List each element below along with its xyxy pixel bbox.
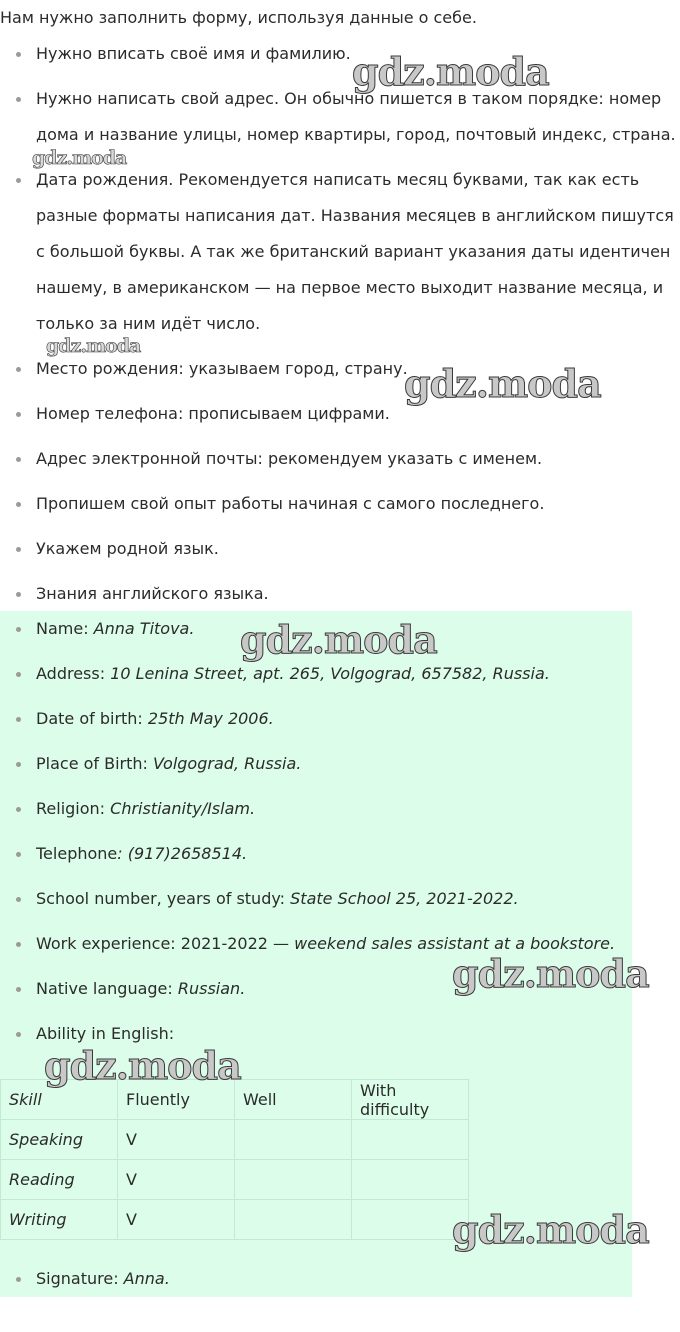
form-item-telephone bbox=[36, 836, 680, 872]
table-header-row bbox=[1, 1080, 469, 1120]
table-cell bbox=[352, 1120, 469, 1160]
table-header-cell: Skill bbox=[1, 1080, 118, 1120]
form-label: Work experience: 2021-2022 — bbox=[36, 934, 295, 953]
instruction-item: Номер телефона: прописываем цифрами. bbox=[36, 396, 680, 432]
instruction-item: Укажем родной язык. bbox=[36, 531, 680, 567]
watermark-logo: gdz.moda bbox=[46, 335, 141, 357]
watermark-logo: gdz.moda bbox=[240, 617, 437, 662]
instruction-item: Нужно вписать своё имя и фамилию. bbox=[36, 36, 680, 72]
form-label: Date of birth: bbox=[36, 709, 143, 728]
form-value: Anna Titova. bbox=[88, 619, 195, 638]
form-item-religion bbox=[36, 791, 680, 827]
form-value: : (917)2658514. bbox=[117, 844, 248, 863]
watermark-logo: gdz.moda bbox=[404, 361, 601, 406]
table-cell bbox=[235, 1200, 352, 1240]
table-header-cell: Fluently bbox=[118, 1080, 235, 1120]
instruction-item: Нужно написать свой адрес. Он обычно пишется в таком порядке: номер дома и название улицы, номер квартиры, город, почтовый индекс, страна. bbox=[36, 81, 680, 153]
table-row bbox=[1, 1160, 469, 1200]
form-item-address bbox=[36, 656, 680, 692]
table-cell bbox=[352, 1160, 469, 1200]
form-label: Place of Birth: bbox=[36, 754, 148, 773]
form-label: Signature: bbox=[36, 1269, 119, 1288]
form-item-school bbox=[36, 881, 680, 917]
form-value: Anna. bbox=[118, 1269, 170, 1288]
form-value: 10 Lenina Street, apt. 265, Volgograd, 657582, Russia. bbox=[105, 664, 550, 683]
table-row bbox=[1, 1200, 469, 1240]
watermark-logo: gdz.moda bbox=[44, 1043, 241, 1088]
instruction-item: Пропишем свой опыт работы начиная с самого последнего. bbox=[36, 486, 680, 522]
table-row bbox=[1, 1120, 469, 1160]
table-header-cell: Well bbox=[235, 1080, 352, 1120]
table-cell bbox=[235, 1160, 352, 1200]
instruction-item: Место рождения: указываем город, страну. bbox=[36, 351, 680, 387]
watermark-logo: gdz.moda bbox=[32, 147, 127, 169]
form-value: weekend sales assistant at a bookstore. bbox=[294, 934, 616, 953]
table-cell: Writing bbox=[1, 1200, 118, 1240]
table-cell: V bbox=[118, 1160, 235, 1200]
instruction-item: Знания английского языка. bbox=[36, 576, 680, 612]
form-value: Russian. bbox=[172, 979, 246, 998]
form-value: 25th May 2006. bbox=[142, 709, 274, 728]
form-value: Christianity/Islam. bbox=[105, 799, 256, 818]
instruction-item: Адрес электронной почты: рекомендуем указать с именем. bbox=[36, 441, 680, 477]
table-cell: Reading bbox=[1, 1160, 118, 1200]
table-cell: Speaking bbox=[1, 1120, 118, 1160]
form-label: Religion: bbox=[36, 799, 106, 818]
form-label: Telephone bbox=[36, 844, 118, 863]
form-value: State School 25, 2021-2022. bbox=[285, 889, 519, 908]
intro-text: Нам нужно заполнить форму, используя данные о себе. bbox=[0, 8, 477, 27]
table-cell bbox=[235, 1120, 352, 1160]
form-value: Volgograd, Russia. bbox=[147, 754, 302, 773]
form-label: School number, years of study: bbox=[36, 889, 286, 908]
table-cell: V bbox=[118, 1200, 235, 1240]
english-skills-table bbox=[0, 1079, 469, 1240]
table-cell: V bbox=[118, 1120, 235, 1160]
form-item-native-language bbox=[36, 971, 680, 1007]
table-header-cell: With difficulty bbox=[352, 1080, 469, 1120]
form-label: Ability in English: bbox=[36, 1024, 175, 1043]
form-item-date-of-birth bbox=[36, 701, 680, 737]
watermark-logo: gdz.moda bbox=[452, 1207, 649, 1252]
table-cell bbox=[352, 1200, 469, 1240]
watermark-logo: gdz.moda bbox=[452, 951, 649, 996]
watermark-logo: gdz.moda bbox=[352, 49, 549, 94]
form-label: Address: bbox=[36, 664, 106, 683]
form-item-place-of-birth bbox=[36, 746, 680, 782]
form-item-work-experience bbox=[36, 926, 680, 962]
form-label: Name: bbox=[36, 619, 89, 638]
form-item-name bbox=[36, 611, 680, 647]
form-label: Native language: bbox=[36, 979, 173, 998]
instruction-item: Дата рождения. Рекомендуется написать месяц буквами, так как есть разные форматы написания дат. Названия месяцев в английском пишутся с большой буквы. А так же британский вариант указания даты идентичен нашему, в американском — на первое место выходит название месяца, и только за ним идёт число. bbox=[36, 162, 680, 342]
form-item-ability-in-english bbox=[36, 1016, 680, 1052]
form-item-signature bbox=[36, 1261, 680, 1297]
